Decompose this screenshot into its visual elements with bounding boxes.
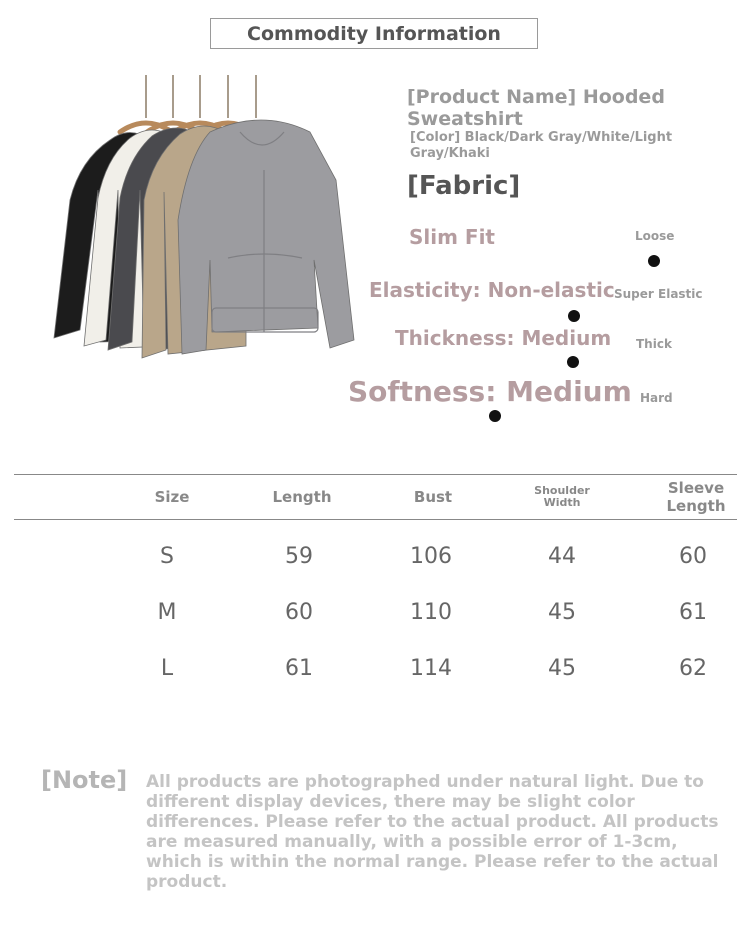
hoodie-light-gray: [178, 120, 354, 354]
col-header-sleeve-length: Sleeve Length: [666, 479, 726, 515]
table-cell: 114: [410, 656, 452, 681]
attr-fit-indicator: [648, 255, 660, 267]
table-cell: 61: [285, 656, 313, 681]
attr-softness-indicator: [489, 410, 501, 422]
attr-elasticity-label: Elasticity: Non-elastic: [369, 278, 615, 302]
product-color: [Color] Black/Dark Gray/White/Light Gray/Khaki: [410, 130, 673, 161]
col-header-shoulder-width: Shoulder Width: [534, 484, 590, 509]
table-top-rule: [14, 474, 737, 475]
table-cell: 45: [548, 656, 576, 681]
table-cell: 45: [548, 600, 576, 625]
attr-elasticity-right-label: Super Elastic: [614, 287, 703, 301]
table-cell: 60: [679, 544, 707, 569]
attr-elasticity-indicator: [568, 310, 580, 322]
page-title: Commodity Information: [210, 18, 538, 49]
product-image: [40, 70, 370, 370]
attr-softness-label: Softness: Medium: [348, 375, 632, 408]
table-cell: 61: [679, 600, 707, 625]
product-name: [Product Name] Hooded Sweatshirt: [407, 86, 665, 130]
table-cell: L: [160, 656, 174, 681]
attr-thickness-right-label: Thick: [636, 337, 672, 351]
hanger-hooks: [146, 75, 256, 118]
attr-fit-label: Slim Fit: [409, 225, 495, 249]
table-cell: 60: [285, 600, 313, 625]
table-cell: S: [160, 544, 174, 569]
attr-fit-right-label: Loose: [635, 229, 675, 243]
table-cell: 59: [285, 544, 313, 569]
note-label: [Note]: [41, 766, 128, 794]
attr-thickness-label: Thickness: Medium: [395, 326, 612, 350]
table-cell: 106: [410, 544, 452, 569]
table-cell: 62: [679, 656, 707, 681]
col-header-size: Size: [154, 488, 190, 506]
attr-thickness-indicator: [567, 356, 579, 368]
table-cell: M: [157, 600, 177, 625]
fabric-heading: [Fabric]: [407, 171, 521, 201]
attr-softness-right-label: Hard: [640, 391, 673, 405]
table-cell: 110: [410, 600, 452, 625]
col-header-length: Length: [272, 488, 332, 506]
table-cell: 44: [548, 544, 576, 569]
note-text: All products are photographed under natural light. Due to different display devices, there may be slight color differences. Please refer to the actual product. All products are measured manually, with a possible error of 1-3cm, which is within the normal range. Please refer to the actual product.: [146, 772, 719, 892]
col-header-bust: Bust: [413, 488, 453, 506]
table-header-rule: [14, 519, 737, 520]
